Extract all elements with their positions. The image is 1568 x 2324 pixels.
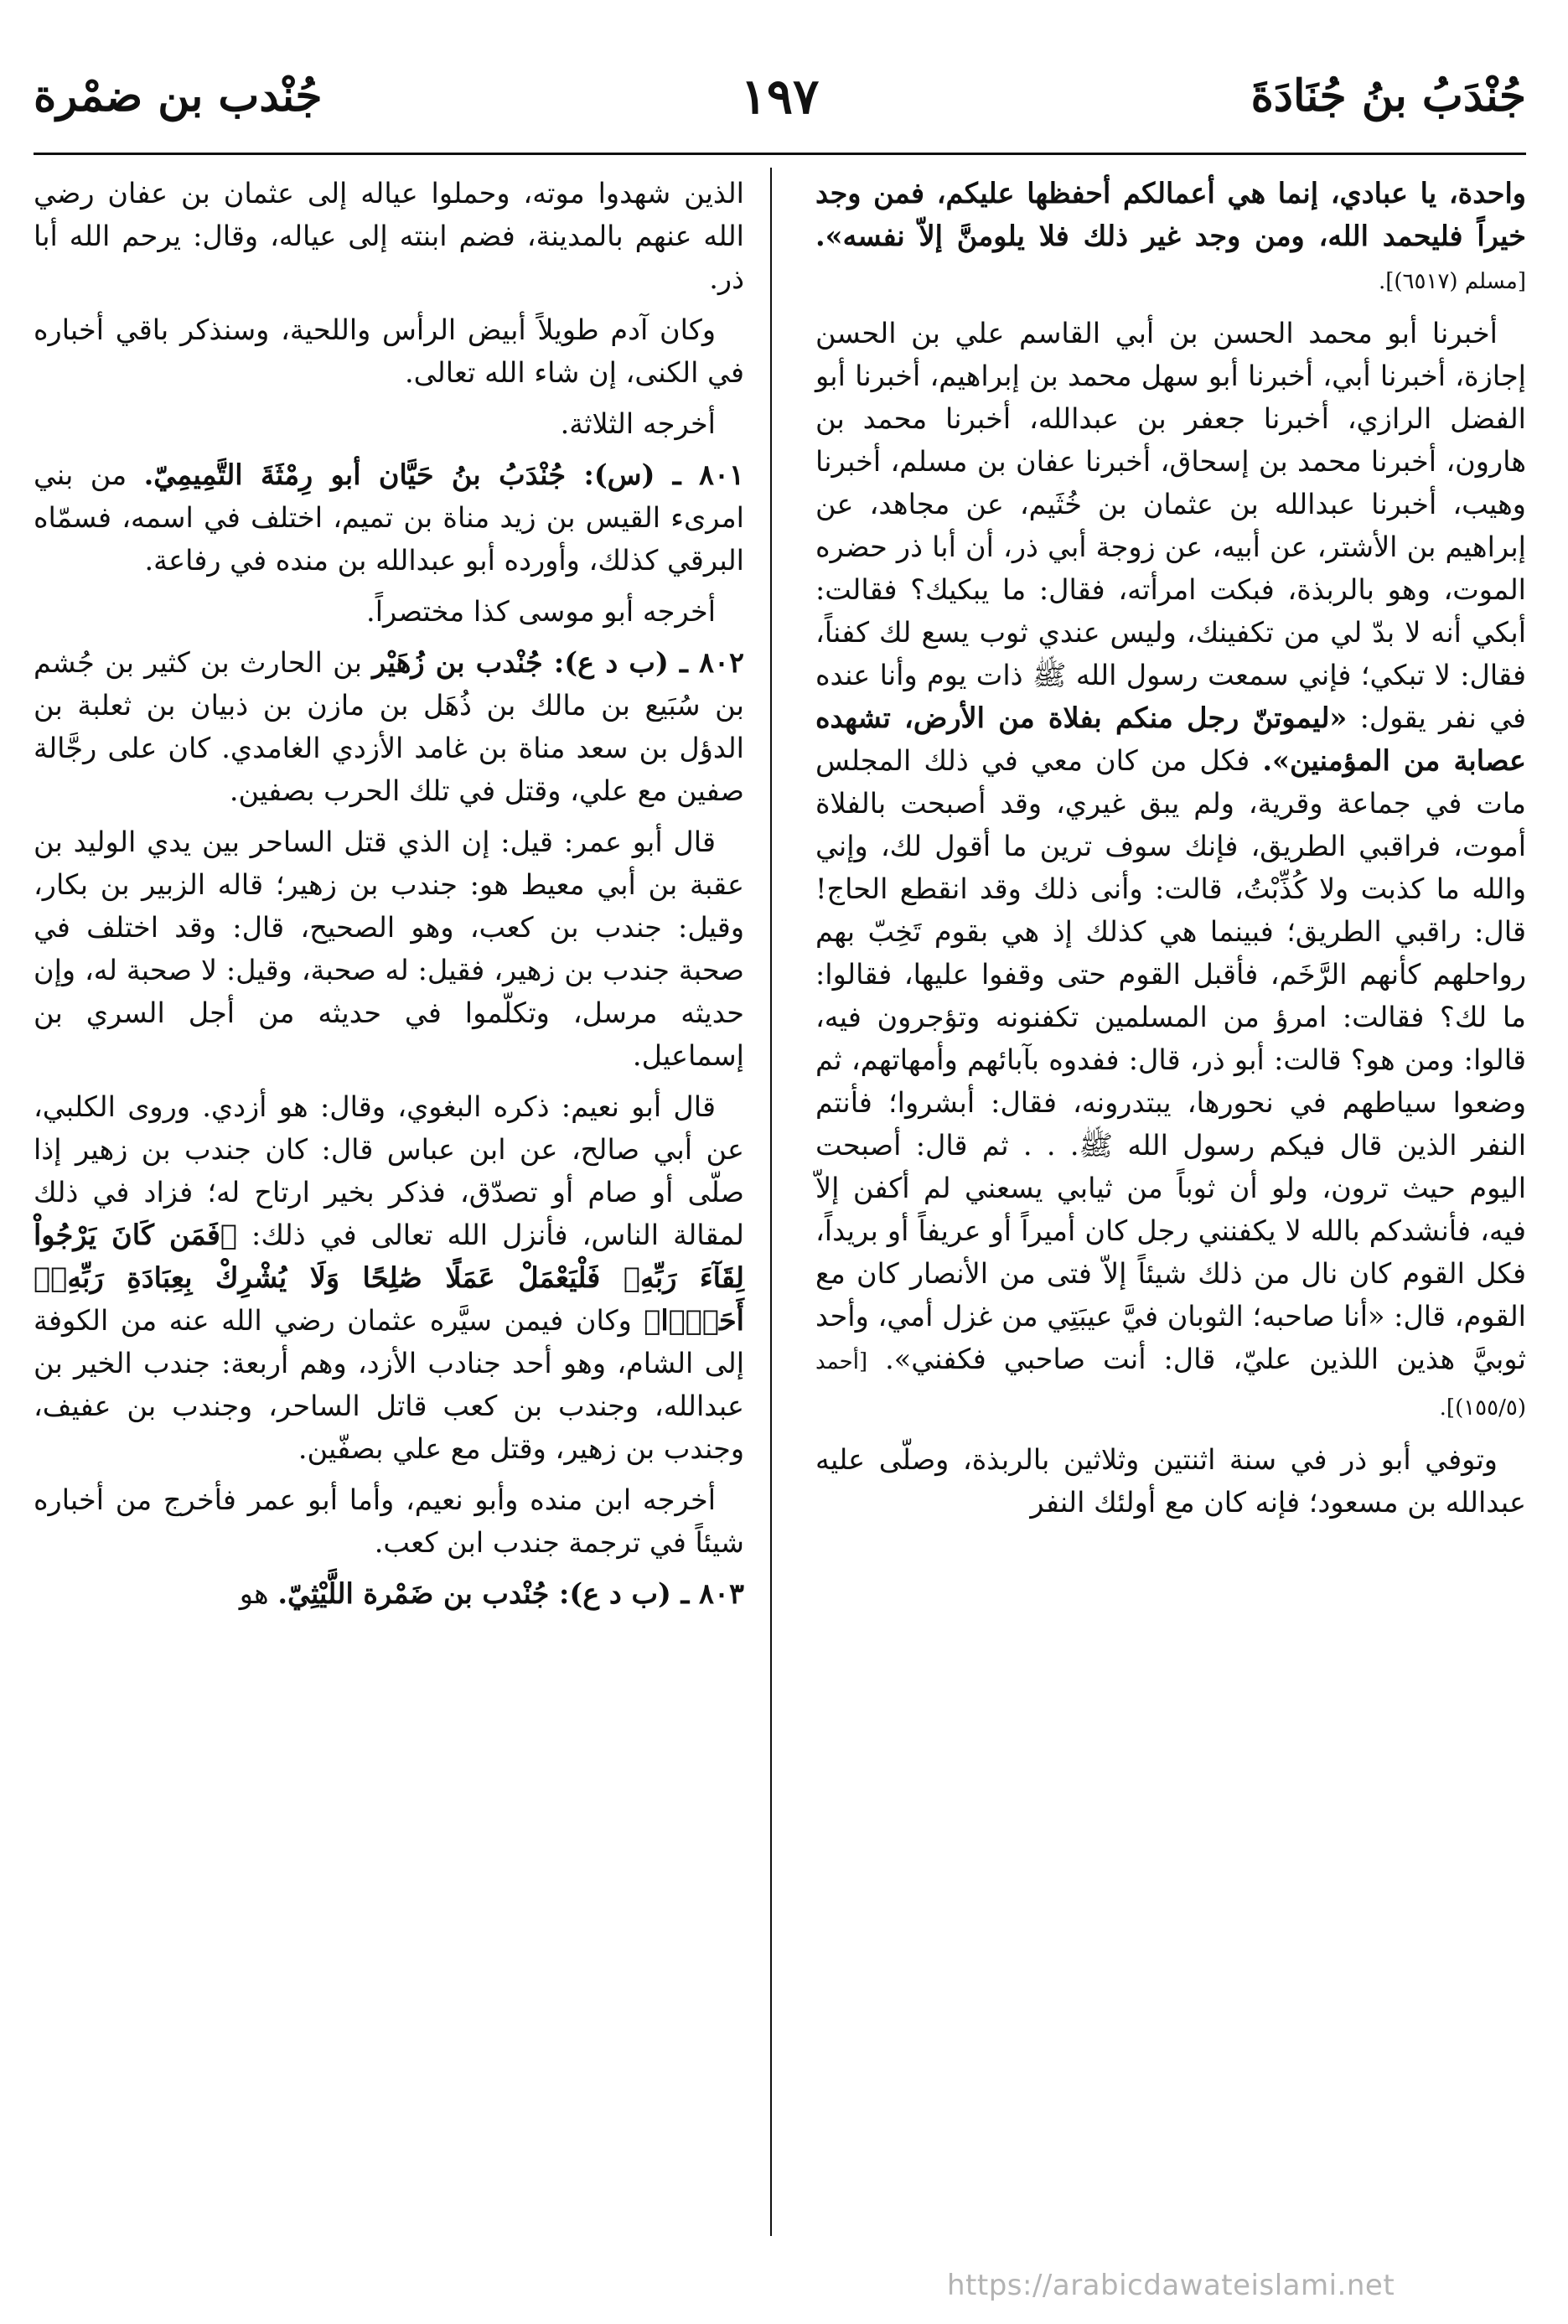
paragraph: أخرجه الثلاثة. xyxy=(560,407,716,440)
paragraph: قال أبو عمر: قيل: إن الذي قتل الساحر بين يدي الوليد بن عقبة بن أبي معيط هو: جندب بن زهير؛ قاله الزبير بن بكار، وقيل: جندب بن كعب، وهو الصحيح، قال: وقد اختلف في صحبة جندب بن زهير، فقيل: له صحبة، وقيل: لا صحبة له، وإن حديثه مرسل، وتكلّموا في حديثه من أجل السري بن إسماعيل. xyxy=(34,826,744,1072)
text: من بني امرىء القيس بن زيد مناة بن تميم، اختلف في اسمه، فسمّاه البرقي كذلك، وأورده أبو عبدالله بن منده في رفاعة. xyxy=(34,458,744,577)
left-column xyxy=(34,172,744,1623)
entry-803 xyxy=(34,1572,744,1615)
text: وكان فيمن سيَّره عثمان رضي الله عنه من الكوفة إلى الشام، وهو أحد جنادب الأزد، وهم أربعة: جندب الخير بن عبدالله، وجندب بن كعب قاتل الساحر، وجندب بن عفيف، وجندب بن زهير، وقتل مع علي بصفّين. xyxy=(34,1304,744,1465)
entry-heading: ٨٠١ ـ (س): جُنْدَبُ بنُ حَيَّان أبو رِمْثَةَ التَّمِيمِيّ. xyxy=(143,458,744,491)
header-rule xyxy=(34,153,1526,155)
paragraph: أخرجه ابن منده وأبو نعيم، وأما أبو عمر فأخرج من أخباره شيئاً في ترجمة جندب ابن كعب. xyxy=(34,1483,744,1559)
text: أخبرنا أبو محمد الحسن بن أبي القاسم علي بن الحسن إجازة، أخبرنا أبي، أخبرنا أبو سهل محمد بن إبراهيم، أخبرنا أبو الفضل الرازي، أخبرنا جعفر بن عبدالله، أخبرنا محمد بن هارون، أخبرنا محمد بن إسحاق، أخبرنا عفان بن مسلم، أخبرنا وهيب، أخبرنا عبدالله بن عثمان بن خُثَيم، عن مجاهد، عن إبراهيم بن الأشتر، عن أبيه، عن زوجة أبي ذر، أن أبا ذر حضره الموت، وهو بالربذة، فبكت امرأته، فقال: ما يبكيك؟ فقالت: أبكي أنه لا بدّ لي من تكفينك، وليس عندي ثوب يسع لك كفناً، فقال: لا تبكي؛ فإني سمعت رسول الله ﷺ ذات يوم وأنا عنده في نفر يقول: xyxy=(815,317,1526,734)
paragraph xyxy=(34,1085,744,1470)
watermark-url: https://arabicdawateislami.net xyxy=(947,2269,1395,2302)
right-column xyxy=(815,172,1526,1532)
entry-heading: ٨٠٢ ـ (ب د ع): جُنْدب بن زُهَيْر xyxy=(372,646,744,679)
hadith-text: واحدة، يا عبادي، إنما هي أعمالكم أحفظها عليكم، فمن وجد خيراً فليحمد الله، ومن وجد غير ذلك فلا يلومنَّ إلاّ نفسه». xyxy=(815,177,1526,252)
citation: [أحمد (١٥٥/٥)]. xyxy=(815,1349,1526,1421)
text: قال أبو نعيم: ذكره البغوي، وقال: هو أزدي. وروى الكلبي، عن أبي صالح، عن ابن عباس قال: كان جندب بن زهير إذا صلّى أو صام أو تصدّق، فذكر بخير ارتاح له؛ فزاد في ذلك لمقالة الناس، فأنزل الله تعالى في ذلك: xyxy=(34,1090,745,1251)
paragraph xyxy=(815,312,1526,1430)
page-number: ١٩٧ xyxy=(740,68,820,125)
quran-verse: ﴿فَمَن كَانَ يَرْجُواْ لِقَآءَ رَبِّهِۦ فَلْيَعْمَلْ عَمَلًا صَٰلِحًا وَلَا يُشْرِكْ بِعِبَادَةِ رَبِّهِۦٓ أَحَدًۢا﴾ xyxy=(34,1219,744,1337)
column-divider xyxy=(770,168,772,2236)
text: فكل من كان معي في ذلك المجلس مات في جماعة وقرية، ولم يبق غيري، وقد أصبحت بالفلاة أموت، فراقبي الطريق، فإنك سوف ترين ما أقول لك، وإني والله ما كذبت ولا كُذِّبْتُ، قالت: وأنى ذلك وقد انقطع الحاج! قال: راقبي الطريق؛ فبينما هي كذلك إذ هي بقوم تَخِبّ بهم رواحلهم كأنهم الرَّخَم، فأقبل القوم حتى وقفوا عليها، فقالوا: ما لك؟ فقالت: امرؤ من المسلمين تكفنونه وتؤجرون فيه، قالوا: ومن هو؟ قالت: أبو ذر، قال: ففدوه بآبائهم وأمهاتهم، ثم وضعوا سياطهم في نحورها، يبتدرونه، فقال: أبشروا؛ فأنتم النفر الذين قال فيكم رسول الله ﷺ. . . ثم قال: أصبحت اليوم حيث ترون، ولو أن ثوباً من ثيابي يسعني لم أكفن إلاّ فيه، فأنشدكم بالله لا يكفنني رجل كان أميراً أو عريفاً أو بريداً، فكل القوم كان نال من ذلك شيئاً إلاّ فتى من الأنصار كان مع القوم، قال: «أنا صاحبه؛ الثوبان فيَّ عيبَتِي من غزل أمي، وأحد ثوبيَّ هذين اللذين عليّ، قال: أنت صاحبي فكفني». xyxy=(815,744,1526,1375)
paragraph: أخرجه أبو موسى كذا مختصراً. xyxy=(366,595,716,628)
page-header xyxy=(34,59,1526,142)
hadith-text: «ليموتنّ رجل منكم بفلاة من الأرض، تشهده عصابة من المؤمنين». xyxy=(815,701,1526,777)
running-title-right: جُنْدَبُ بنُ جُنَادَةَ xyxy=(1250,70,1526,122)
text: بن الحارث بن كثير بن جُشم بن سُبَيع بن مالك بن ذُهَل بن مازن بن ذبيان بن ثعلبة بن الدؤل بن سعد مناة بن غامد الأزدي الغامدي. كان على رجَّالة صفين مع علي، وقتل في تلك الحرب بصفين. xyxy=(34,646,744,807)
running-title-left: جُنْدب بن ضمْرة xyxy=(34,70,323,122)
citation: [مسلم (٦٥١٧)]. xyxy=(1378,269,1526,294)
paragraph: وكان آدم طويلاً أبيض الرأس واللحية، وسنذكر باقي أخباره في الكنى، إن شاء الله تعالى. xyxy=(34,313,744,389)
paragraph: الذين شهدوا موته، وحملوا عياله إلى عثمان بن عفان رضي الله عنهم بالمدينة، فضم ابنته إلى عياله، وقال: يرحم الله أبا ذر. xyxy=(34,177,744,295)
entry-801 xyxy=(34,453,744,582)
entry-heading: ٨٠٣ ـ (ب د ع): جُنْدب بن ضَمْرة اللَّيْثِيّ. xyxy=(277,1577,744,1610)
entry-802 xyxy=(34,641,744,812)
text: هو xyxy=(239,1577,269,1610)
paragraph xyxy=(815,172,1526,303)
paragraph: وتوفي أبو ذر في سنة اثنتين وثلاثين بالربذة، وصلّى عليه عبدالله بن مسعود؛ فإنه كان مع أولئك النفر xyxy=(815,1443,1526,1519)
